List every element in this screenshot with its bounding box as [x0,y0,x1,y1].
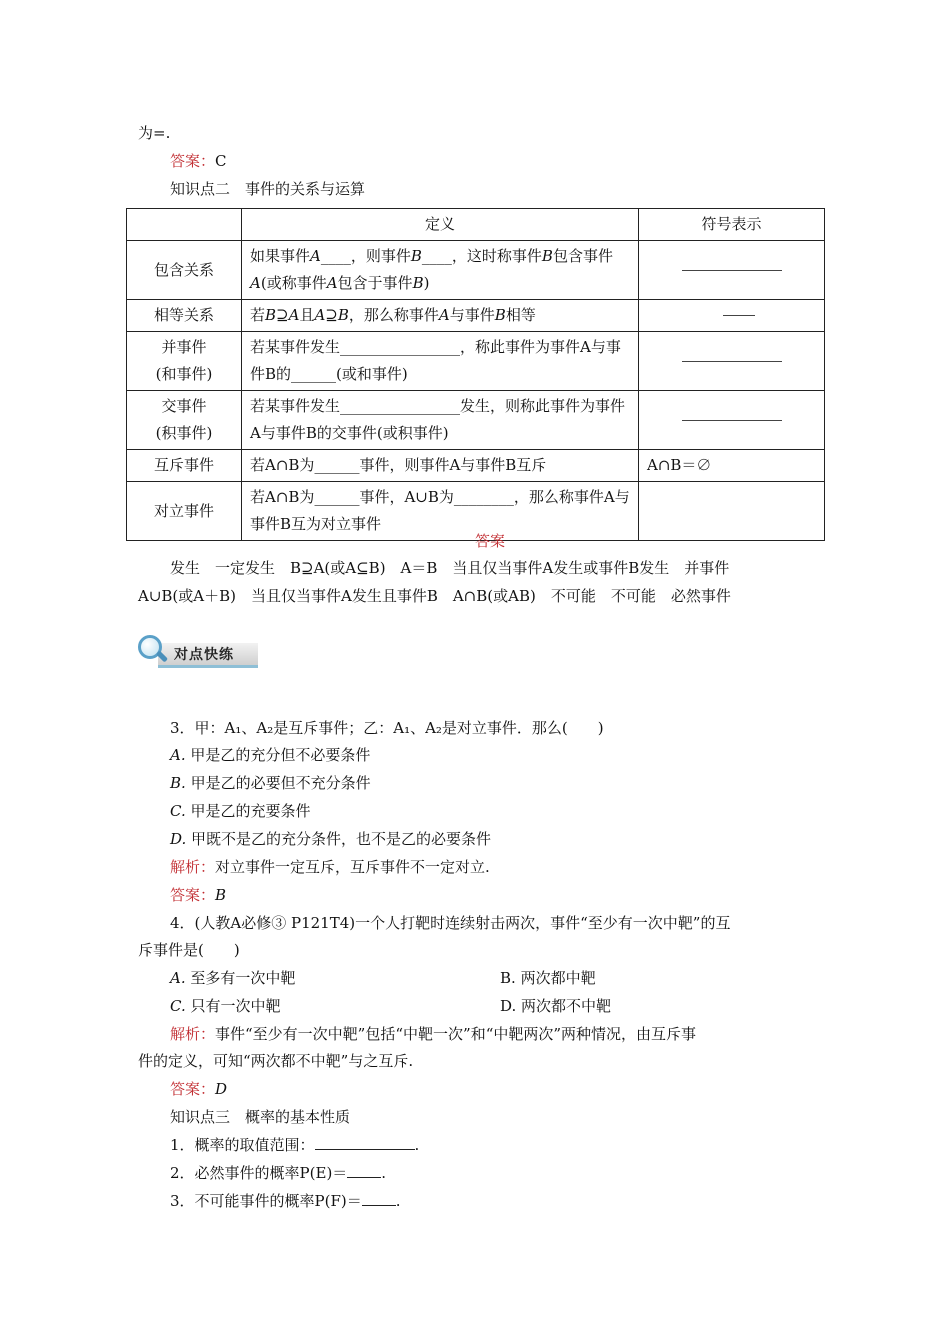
section-3-item-3: 3．不可能事件的概率P(F)＝ . [170,1192,401,1210]
question-4-stem-line-1: 4．(人教A必修③ P121T4)一个人打靶时连续射击两次，事件“至少有一次中靶”的互 [170,914,731,932]
question-4-stem-line-2: 斥事件是( ) [138,941,240,959]
text-fragment: 为=. [138,124,171,142]
row-symbol-blank [639,241,825,300]
table-row [127,332,825,391]
table-row [127,450,825,482]
row-definition: 若A∩B为______事件，A∪B为________，那么称事件A与事件B互为对立事件 [242,482,639,541]
row-definition: 若B⊇A且A⊇B，那么称事件A与事件B相等 [242,300,639,332]
question-4-option-a: A. 至多有一次中靶 [170,969,296,987]
badge-label: 对点快练 [174,647,234,663]
practice-badge [136,632,260,672]
question-4-option-b: B. 两次都中靶 [500,969,596,987]
event-relations-table [126,208,825,541]
header-cell [127,209,242,241]
question-4-option-c: C. 只有一次中靶 [170,997,281,1015]
table-answer-line-1: 发生 一定发生 B⊇A(或A⊆B) A＝B 当且仅当事件A发生或事件B发生 并事件 [170,559,730,577]
row-symbol: A∩B＝∅ [639,450,825,482]
row-symbol-blank [639,332,825,391]
question-4-analysis-line-2: 件的定义，可知“两次都不中靶”与之互斥. [138,1052,414,1070]
answer-label: 答案： [170,152,216,170]
row-name: 并事件 (和事件) [127,332,242,391]
section-3-item-1: 1．概率的取值范围： . [170,1136,420,1154]
row-name: 相等关系 [127,300,242,332]
row-name: 对立事件 [127,482,242,541]
header-symbol: 符号表示 [639,209,825,241]
answer-blank [347,1163,381,1178]
question-4-option-d: D. 两次都不中靶 [500,997,612,1015]
answer-blank [315,1135,415,1150]
table-row [127,391,825,450]
question-4-analysis-line-1: 解析：事件“至少有一次中靶”包括“中靶一次”和“中靶两次”两种情况，由互斥事 [170,1025,697,1043]
question-3-option-c: C. 甲是乙的充要条件 [170,802,311,820]
row-name: 交事件 (积事件) [127,391,242,450]
section-title: 知识点二 事件的关系与运算 [170,180,366,198]
question-3-option-b: B. 甲是乙的必要但不充分条件 [170,774,371,792]
row-definition: 若某事件发生________________发生，则称此事件为事件A与事件B的交事件(或积事件) [242,391,639,450]
row-definition: 若某事件发生________________，称此事件为事件A与事件B的______(或和事件) [242,332,639,391]
section-3-title: 知识点三 概率的基本性质 [170,1108,351,1126]
row-symbol-blank [639,391,825,450]
row-symbol-empty [639,482,825,541]
row-name: 包含关系 [127,241,242,300]
question-3-stem: 3．甲：A₁、A₂是互斥事件；乙：A₁、A₂是对立事件．那么( ) [170,719,604,737]
table-answer-line-2: A∪B(或A＋B) 当且仅当事件A发生且事件B A∩B(或AB) 不可能 不可能 必然事件 [138,587,731,605]
row-definition: 若A∩B为______事件，则事件A与事件B互斥 [242,450,639,482]
answer-blank [682,270,782,271]
table-answer-label: 答案 [475,532,506,550]
table-header-row [127,209,825,241]
table-row [127,300,825,332]
question-3-answer: 答案：B [170,886,227,904]
question-3-analysis: 解析：对立事件一定互斥，互斥事件不一定对立. [170,858,490,876]
question-3-option-a: A. 甲是乙的充分但不必要条件 [170,746,371,764]
table-row [127,241,825,300]
answer-value: C [215,152,227,170]
row-symbol-blank [639,300,825,332]
answer-blank [682,361,782,362]
header-definition: 定义 [242,209,639,241]
question-3-option-d: D. 甲既不是乙的充分条件，也不是乙的必要条件 [170,830,492,848]
answer-blank [682,420,782,421]
answer-line [170,151,227,171]
row-definition: 如果事件A____，则事件B____，这时称事件B包含事件A(或称事件A包含于事件B) [242,241,639,300]
row-name: 互斥事件 [127,450,242,482]
answer-blank [723,315,755,316]
section-3-item-2: 2．必然事件的概率P(E)＝ . [170,1164,387,1182]
answer-blank [362,1191,396,1206]
question-4-answer: 答案：D [170,1080,228,1098]
